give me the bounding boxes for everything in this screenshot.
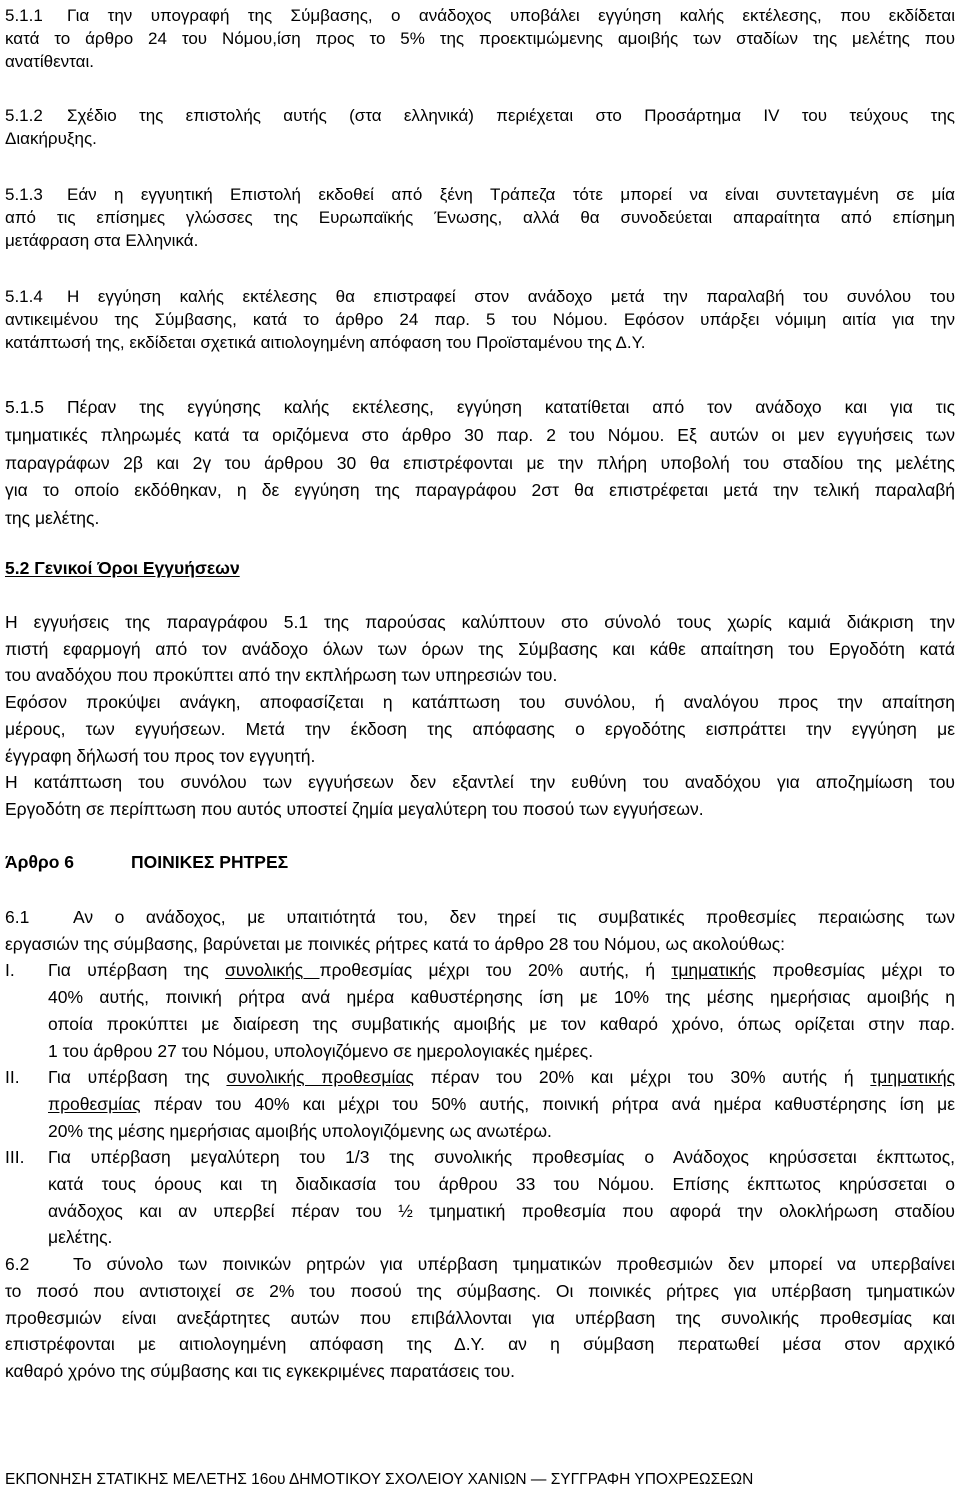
article-6-heading — [5, 849, 955, 876]
text-line — [5, 27, 955, 50]
penalty-case-iii — [5, 1144, 955, 1251]
article-title: ΠΟΙΝΙΚΕΣ ΡΗΤΡΕΣ — [131, 852, 289, 872]
text-line — [5, 716, 955, 743]
text-line — [5, 743, 955, 770]
text-line — [5, 1278, 955, 1305]
line-text: 40% αυτής, ποινική ρήτρα ανά ημέρα καθυστέρησης ίση με 10% της μέσης ημερήσιας αμοιβής η — [48, 987, 955, 1008]
line-text: έγγραφη δήλωσή του προς τον εγγυητή. — [5, 745, 316, 766]
line-text: Η κατάπτωση του συνόλου των εγγυήσεων δεν εξαντλεί την ευθύνη του αναδόχου για αποζημίωση του — [5, 772, 955, 793]
text-line — [48, 1171, 955, 1198]
line-text: πέραν του 20% και μέχρι του 30% αυτής ή — [413, 1067, 871, 1088]
text-line — [5, 636, 955, 663]
line-text: μέρους, των εγγυήσεων. Μετά την έκδοση της απόφασης ο εργοδότης εισπράττει την εγγύηση με — [5, 718, 955, 739]
line-text: μετάφραση στα Ελληνικά. — [5, 231, 199, 250]
text-line — [5, 796, 955, 823]
underlined-term: τμηματικής — [671, 960, 757, 981]
text-line — [48, 1011, 955, 1038]
line-text: για το οποίο εκδόθηκαν, η δε εγγύηση της παραγράφου 2στ θα επιστρέφεται μετά την τελική παραλαβή — [5, 480, 955, 501]
line-text: οποία προκύπτει με διαίρεση της συμβατικής αμοιβής με τον καθαρό χρόνο, όπως ορίζεται στην παρ. — [48, 1013, 955, 1034]
line-text: 1 του άρθρου 27 του Νόμου, υπολογιζόμενο σε ημερολογιακές ημέρες. — [48, 1040, 594, 1061]
paragraph-guarantee-forfeiture — [5, 689, 955, 769]
line-text: Αν ο ανάδοχος, με υπαιτιότητά του, δεν τηρεί τις συμβατικές προθεσμίες περαιώσης των — [73, 907, 955, 927]
line-text: εργασιών της σύμβασης, βαρύνεται με ποινικές ρήτρες κατά το άρθρο 28 του Νόμου, ως ακολούθως: — [5, 933, 786, 954]
text-line — [5, 609, 955, 636]
text-line — [48, 1038, 955, 1065]
text-line — [5, 505, 955, 533]
clause-number: 5.1.2 — [5, 106, 43, 125]
line-text: μελέτης. — [48, 1227, 113, 1248]
text-line — [5, 769, 955, 796]
line-text: Εάν η εγγυητική Επιστολή εκδοθεί από ξένη Τράπεζα τότε μπορεί να είναι συντεταγμένη σε μία — [67, 185, 955, 204]
clause-5-1-4 — [5, 285, 955, 354]
text-line — [5, 206, 955, 229]
text-line — [5, 229, 955, 252]
line-text: πέραν του 40% και μέχρι του 50% αυτής, ποινική ρήτρα ανά ημέρα καθυστέρησης ίση με — [140, 1093, 955, 1114]
text-line — [5, 1064, 956, 1091]
text-line — [5, 477, 955, 505]
line-text: το ποσό που αντιστοιχεί σε 2% του ποσού της σύμβασης. Οι ποινικές ρήτρες για υπέρβαση τμηματικών — [5, 1280, 955, 1301]
penalty-case-i — [5, 957, 955, 1064]
line-text: παραγράφων 2β και 2γ του άρθρου 30 θα επιστρέφονται με την πλήρη υποβολή του σταδίου της μελέτης — [5, 452, 955, 473]
line-text: της μελέτης. — [5, 508, 100, 528]
underlined-term: συνολικής προθεσμίας — [226, 1067, 414, 1088]
text-line — [5, 689, 955, 716]
line-text: Διακήρυξης. — [5, 129, 97, 148]
text-line — [5, 662, 955, 689]
line-text: από τις επίσημες γλώσσες της Ευρωπαϊκής Ένωσης, αλλά θα συνοδεύεται απαραίτητα από επίσημη — [5, 208, 955, 227]
clause-number: I. — [5, 960, 15, 981]
clause-5-1-2 — [5, 104, 955, 150]
clause-number: 6.2 — [5, 1254, 30, 1275]
clause-5-1-5 — [5, 394, 955, 533]
article-6-body — [5, 904, 955, 1385]
section-5-2-title: 5.2 Γενικοί Όροι Εγγυήσεων — [5, 558, 240, 578]
text-line — [5, 1358, 955, 1385]
paragraph-contractor-liability — [5, 769, 955, 822]
paragraph-guarantee-scope — [5, 609, 955, 689]
line-text: προθεσμίας μέχρι του 20% αυτής, ή — [319, 960, 672, 981]
clause-number: 5.1.1 — [5, 6, 43, 25]
clause-number: 6.1 — [5, 907, 30, 927]
text-line — [5, 331, 955, 354]
clause-number: 5.1.4 — [5, 287, 43, 306]
text-line — [5, 1251, 955, 1278]
page-footer: ΕΚΠΟΝΗΣΗ ΣΤΑΤΙΚΗΣ ΜΕΛΕΤΗΣ 16ου ΔΗΜΟΤΙΚΟΥ ΣΧΟΛΕΙΟΥ ΧΑΝΙΩΝ — ΣΥΓΓΡΑΦΗ ΥΠΟΧΡΕΩΣΕΩΝ — [5, 1471, 754, 1488]
line-text: τμηματικές πληρωμές κατά τα οριζόμενα στο άρθρο 30 παρ. 2 του Νόμου. Εξ αυτών οι μεν εγγυήσεις των — [5, 424, 955, 445]
penalty-case-ii — [5, 1064, 955, 1144]
underlined-term: συνολικής — [225, 960, 320, 981]
line-text: κατά το άρθρο 24 του Νόμου,ίση προς το 5% της προεκτιμώμενης αμοιβής των σταδίων της μελέτης που — [5, 29, 955, 48]
line-text: προθεσμιών είναι ανεξάρτητες αυτών που επιβάλλονται για υπέρβαση της συνολικής προθεσμίας και — [5, 1307, 955, 1328]
clause-number: 5.1.5 — [5, 397, 44, 417]
line-text: Η εγγυήσεις της παραγράφου 5.1 της παρούσας καλύπτουν στο σύνολό τους χωρίς καμιά διάκριση την — [5, 612, 955, 632]
text-line — [48, 1198, 955, 1225]
document-page — [5, 0, 955, 1493]
text-line — [5, 4, 955, 27]
line-text: κατάπτωσή της, εκδίδεται σχετικά αιτιολογημένη απόφαση του Προϊσταμένου της Δ.Υ. — [5, 333, 646, 352]
line-text: Για την υπογραφή της Σύμβασης, ο ανάδοχος υποβάλει εγγύηση καλής εκτέλεσης, που εκδίδεται — [67, 6, 955, 25]
clause-5-1-1 — [5, 4, 955, 73]
line-text: Για υπέρβαση της — [48, 960, 226, 981]
general-terms-body — [5, 609, 955, 823]
text-line — [5, 1331, 955, 1358]
line-text: αντικειμένου της Σύμβασης, κατά το άρθρο 24 παρ. 5 του Νόμου. Εφόσον υπάρξει νόμιμη αιτία για την — [5, 310, 955, 329]
line-text: Εφόσον προκύψει ανάγκη, αποφασίζεται η κατάπτωση του συνόλου, ή αναλόγου προς την απαίτηση — [5, 692, 955, 713]
clause-5-1-3 — [5, 183, 955, 252]
line-text: πιστή εφαρμογή από τον ανάδοχο όλων των όρων της Σύμβασης και κάθε απαίτηση του Εργοδότη κατά — [5, 638, 955, 659]
line-text: επιστρέφονται με αιτιολογημένη απόφαση της Δ.Υ. αν η σύμβαση περατωθεί μέσα στον αρχικό — [5, 1334, 955, 1355]
text-line — [5, 127, 955, 150]
text-line — [5, 1305, 955, 1332]
line-text: ανατίθενται. — [5, 52, 94, 71]
text-line — [48, 1224, 955, 1251]
text-line — [48, 1091, 955, 1118]
clause-number: 5.1.3 — [5, 185, 43, 204]
text-line — [5, 957, 956, 984]
line-text: κατά τους όρους και τη διαδικασία του άρθρου 33 του Νόμου. Επίσης έκπτωτος κηρύσσεται ο — [48, 1174, 955, 1195]
clause-6-2 — [5, 1251, 955, 1385]
text-line — [5, 308, 955, 331]
text-line — [5, 183, 955, 206]
line-text: Το σύνολο των ποινικών ρητρών για υπέρβαση τμηματικών προθεσμιών δεν μπορεί να υπερβαίνει — [73, 1254, 955, 1275]
text-line — [48, 1118, 955, 1145]
clause-number: II. — [5, 1067, 20, 1088]
underlined-term: προθεσμίας — [48, 1093, 141, 1114]
text-line — [5, 1144, 955, 1171]
line-text: ανάδοχος και αν υπερβεί πέραν του ½ τμηματική προθεσμία που αφορά την ολοκλήρωση σταδίου — [48, 1200, 955, 1221]
line-text: Για υπέρβαση μεγαλύτερη του 1/3 της συνολικής προθεσμίας ο Ανάδοχος κηρύσσεται έκπτωτος, — [48, 1147, 955, 1168]
text-line — [5, 285, 955, 308]
text-line — [5, 931, 955, 958]
text-line — [5, 104, 955, 127]
text-line — [5, 450, 955, 478]
article-label: Άρθρο 6 — [5, 852, 75, 872]
text-line — [5, 904, 955, 931]
line-text: Για υπέρβαση της — [48, 1067, 227, 1088]
line-text: 20% της μέσης ημερήσιας αμοιβής υπολογιζόμενης ως ανωτέρω. — [48, 1120, 552, 1141]
line-text: Η εγγύηση καλής εκτέλεσης θα επιστραφεί στον ανάδοχο μετά την παραλαβή του συνόλου του — [67, 287, 955, 306]
line-text: του αναδόχου που προκύπτει από την εκπλήρωση των υπηρεσιών του. — [5, 665, 558, 686]
text-line — [5, 394, 955, 422]
underlined-term: τμηματικής — [870, 1067, 956, 1088]
text-line — [48, 984, 955, 1011]
line-text: Εργοδότη σε περίπτωση που αυτός υποστεί ζημία μεγαλύτερη του ποσού των εγγυήσεων. — [5, 798, 704, 819]
text-line — [5, 50, 955, 73]
clause-number: III. — [5, 1147, 25, 1168]
line-text: προθεσμίας μέχρι το — [756, 960, 956, 981]
text-line — [5, 422, 955, 450]
line-text: καθαρό χρόνο της σύμβασης και τις εγκεκριμένες παρατάσεις του. — [5, 1360, 516, 1381]
line-text: Πέραν της εγγύησης καλής εκτέλεσης, εγγύηση κατατίθεται από τον ανάδοχο και για τις — [67, 397, 955, 417]
section-5-2-heading — [5, 555, 955, 582]
line-text: Σχέδιο της επιστολής αυτής (στα ελληνικά) περιέχεται στο Προσάρτημα IV του τεύχους της — [67, 106, 955, 125]
clause-6-1 — [5, 904, 955, 957]
